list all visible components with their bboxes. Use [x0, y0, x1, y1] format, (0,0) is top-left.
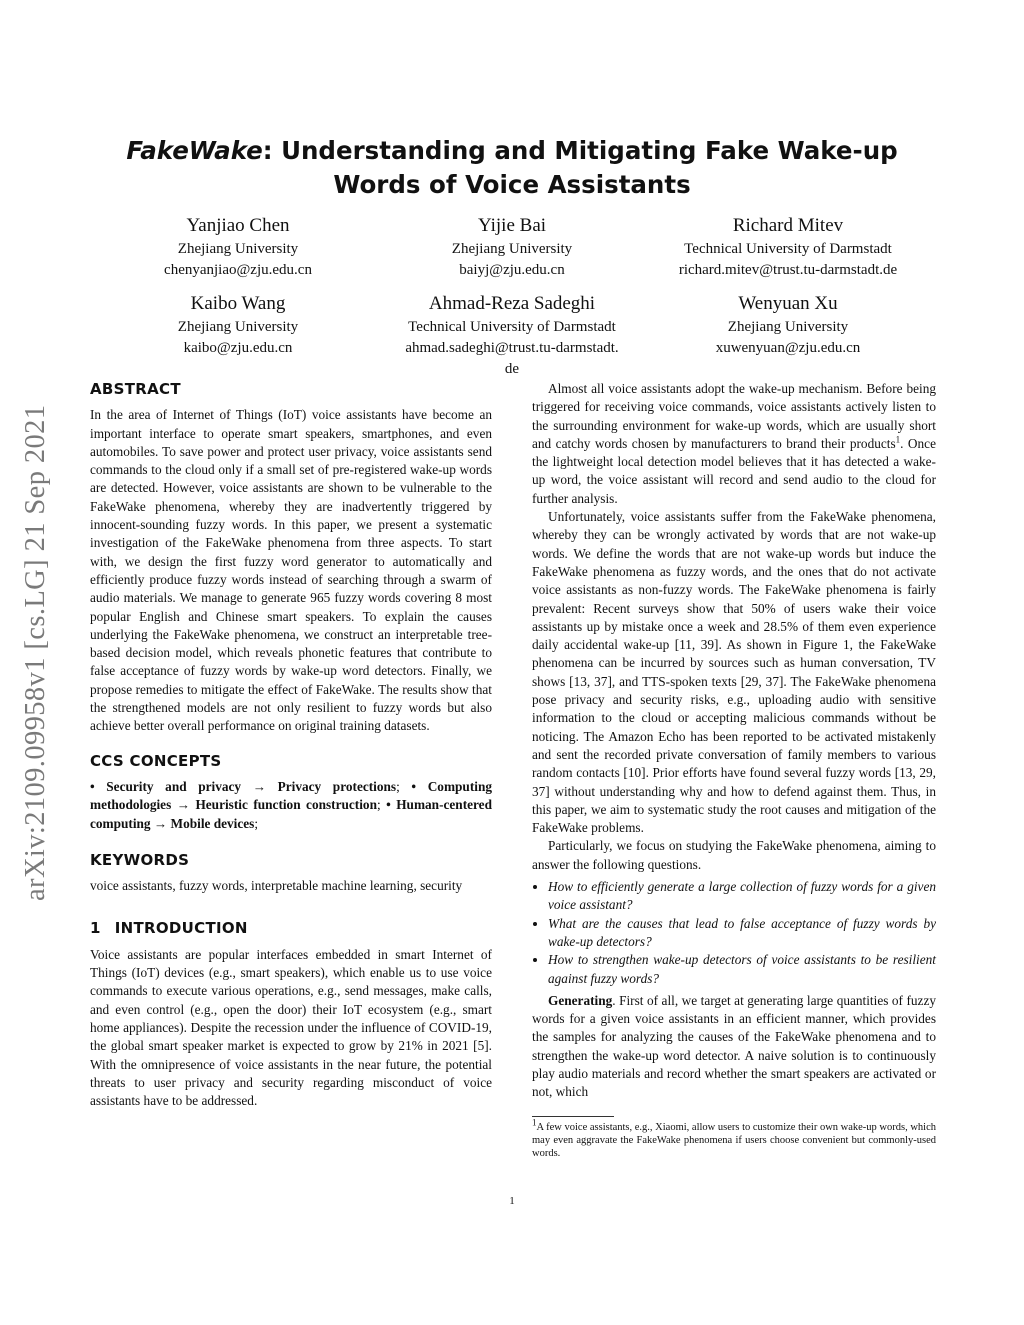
author-affiliation: Technical University of Darmstadt [684, 241, 892, 257]
author-name: Wenyuan Xu [738, 293, 838, 314]
author-email: baiyj@zju.edu.cn [459, 262, 565, 278]
author-name: Yanjiao Chen [186, 215, 290, 236]
footnote: $^1$A few voice assistants, e.g., Xiaomi, allow users to customize their own wake-up words, which may even aggravate the FakeWake phenomena if users choose convenient but commonly-used words. [532, 1117, 936, 1159]
title-italic: FakeWake [126, 136, 263, 165]
author-affiliation: Technical University of Darmstadt [408, 319, 616, 335]
footnote-ref: 1 [895, 434, 901, 445]
ccs-concept: • Security and privacy → Privacy protections [90, 778, 397, 794]
author-block [88, 291, 388, 359]
intro-paragraph: Particularly, we focus on studying the FakeWake phenomena, aiming to answer the following questions. [532, 838, 936, 872]
footnote-divider [532, 1116, 614, 1117]
list-item: • How to strengthen wake-up detectors of voice assistants to be resilient against fuzzy words? [548, 951, 936, 988]
author-affiliation: Zhejiang University [177, 319, 299, 335]
author-name: Yijie Bai [477, 215, 547, 236]
keywords-text: voice assistants, fuzzy words, interpretable machine learning, security [90, 878, 463, 894]
author-email-continued: de [504, 361, 520, 377]
author-name: Kaibo Wang [190, 293, 286, 314]
title-rest: : Understanding and Mitigating Fake Wake-up Words of Voice Assistants [262, 136, 898, 199]
right-column [532, 380, 936, 1160]
ccs-heading: CCS CONCEPTS [90, 751, 222, 770]
author-name: Ahmad-Reza Sadeghi [428, 293, 596, 314]
author-email: ahmad.sadeghi@trust.tu-darmstadt. [405, 340, 619, 356]
author-affiliation: Zhejiang University [177, 241, 299, 257]
abstract-text: In the area of Internet of Things (IoT) voice assistants have become an important interface to operate smart speakers, smartphones, and even automobiles. To save power and protect user privacy, voice assistants send commands to the cloud only if a small set of pre-registered wake-up words are detected. However, voice assistants are shown to be vulnerable to the FakeWake phenomena, whereby they are inadvertently triggered by innocent-sounding fuzzy words. In this paper, we present a systematic investigation of the FakeWake phenomena from three aspects. To start with, we design the first fuzzy word generator to automatically and efficiently produce fuzzy words instead of searching through a swarm of audio materials. We manage to generate 965 fuzzy words covering 8 most popular English and Chinese smart speakers. To explain the causes underlying the FakeWake phenomena, we construct an interpretable tree-based decision model, which reveals phonetic features that contribute to false acceptance of fuzzy words by wake-up word detectors. Finally, we propose remedies to mitigate the effect of FakeWake. The results show that the strengthened models are not only resilient to fuzzy words but also achieve better overall performance on original training datasets. [90, 407, 492, 734]
keywords-heading: KEYWORDS [90, 850, 190, 869]
author-block [88, 213, 388, 281]
intro-paragraph: Generating. First of all, we target at generating large quantities of fuzzy words for a given voice assistants in an efficient manner, which provides the samples for analyzing the causes of the FakeWake phenomena and to strengthen the wake-up word detector. A naive solution is to continuously play audio materials and record whether the smart speakers are activated or not, which [532, 992, 936, 1100]
left-column [90, 380, 492, 1110]
ccs-concept: • Computing methodologies → Heuristic function construction [90, 778, 492, 813]
ccs-concepts: • Security and privacy → Privacy protections; • Computing methodologies → Heuristic function construction; • Human-centered computing → Mobile devices; [90, 778, 492, 831]
author-block [638, 213, 938, 281]
author-email: xuwenyuan@zju.edu.cn [715, 340, 861, 356]
author-email: kaibo@zju.edu.cn [183, 340, 293, 356]
page-number: 1 [509, 1195, 515, 1207]
section-number: 1 [90, 919, 101, 938]
paragraph-label: Generating [548, 992, 613, 1008]
author-block [362, 213, 662, 281]
section-heading [90, 919, 492, 937]
intro-paragraph: Voice assistants are popular interfaces embedded in smart Internet of Things (IoT) devices (e.g., smart speakers), which enable us to use voice commands to execute various operations, e.g., send messages, make calls, and even control (e.g., open the door) their IoT ecosystem (e.g., smart home appliances). Despite the recession under the influence of COVID-19, the global smart speaker market is expected to grow by 21% in 2021 [5]. With the omnipresence of voice assistants in the near future, the potential threats to user privacy and security regarding misconduct of voice assistants have to be addressed. [90, 946, 492, 1109]
author-block [362, 291, 662, 380]
abstract-heading: ABSTRACT [90, 380, 181, 398]
paper-title [80, 134, 944, 202]
section-title: INTRODUCTION [114, 919, 248, 938]
footnote-mark: 1 [532, 1117, 537, 1128]
author-block [638, 291, 938, 359]
arxiv-identifier: arXiv:2109.09958v1 [cs.LG] 21 Sep 2021 [20, 404, 51, 902]
author-affiliation: Zhejiang University [727, 319, 849, 335]
intro-paragraph: Unfortunately, voice assistants suffer from the FakeWake phenomena, whereby they can be wrongly activated by words that are not wake-up words. We define the words that are not wake-up words but induce the FakeWake phenomena as fuzzy words, and the ones that do not activate voice assistants as non-fuzzy words. The FakeWake phenomena is fairly prevalent: Recent surveys show that 50% of users wake their voice assistants up by mistake once a week and 28.5% of them even experience daily accidental wake-up [11, 39]. As shown in Figure 1, the FakeWake phenomena can be incurred by sources such as human conversation, TV shows [13, 37], and TTS-spoken texts [29, 37]. The FakeWake phenomena pose privacy and security risks, e.g., uploading audio with sensitive information to the cloud or accepting malicious commands without be noticing. The Amazon Echo has been reported to be activated mistakenly and sent the recorded private conversation of family members to various random contacts [10]. Prior efforts have found several fuzzy words [13, 29, 37] without understanding why and how to defend against them. Thus, in this paper, we aim to systematic study the root causes and mitigation of the FakeWake problems. [532, 509, 936, 836]
author-email: chenyanjiao@zju.edu.cn [164, 262, 312, 278]
intro-paragraph: Almost all voice assistants adopt the wake-up mechanism. Before being triggered for receiving voice commands, voice assistants actively listen to the surrounding environment for wake-up words, which are usually short and catchy words chosen by manufacturers to brand their products$^1$. Once the lightweight local detection model believes that it has detected a wake-up word, the voice assistant will record and send audio to the cloud for further analysis. [532, 381, 936, 506]
author-affiliation: Zhejiang University [451, 241, 573, 257]
ccs-concept: • Human-centered computing → Mobile devices [90, 797, 492, 831]
author-name: Richard Mitev [732, 215, 844, 236]
list-item: • How to efficiently generate a large collection of fuzzy words for a given voice assistant? [548, 878, 936, 915]
list-item: • What are the causes that lead to false acceptance of fuzzy words by wake-up detectors? [548, 915, 936, 952]
author-email: richard.mitev@trust.tu-darmstadt.de [678, 262, 898, 278]
research-questions [532, 878, 936, 988]
